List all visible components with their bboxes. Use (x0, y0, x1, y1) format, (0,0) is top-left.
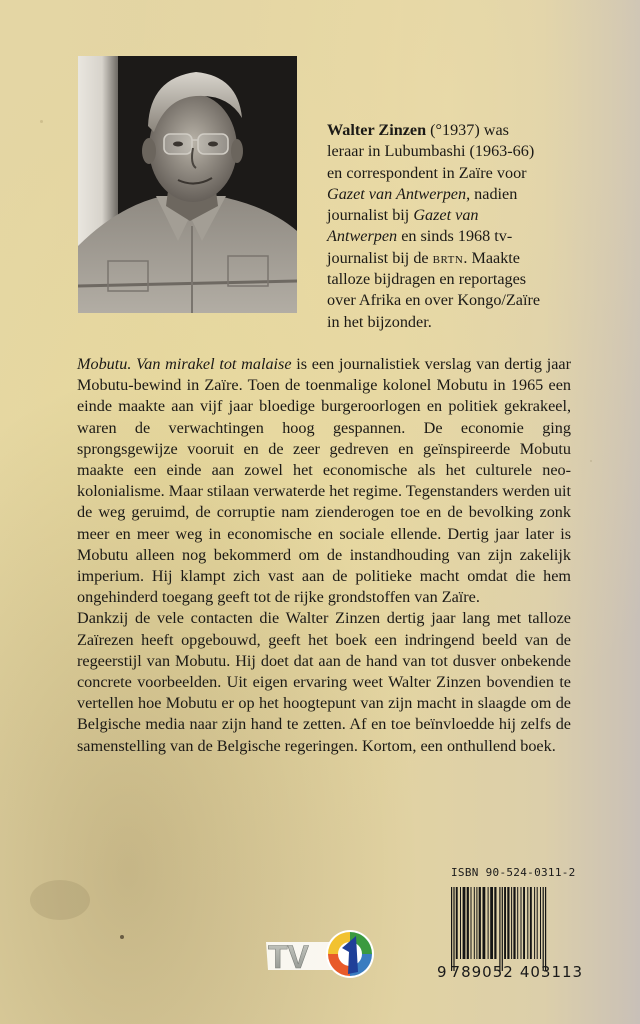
barcode-bar (511, 887, 512, 959)
barcode-bar (460, 887, 461, 959)
paper-speck (120, 935, 124, 939)
barcode-bar (499, 887, 500, 971)
barcode-bar (504, 887, 506, 959)
bio-text: en sinds 1968 tv- (397, 227, 513, 246)
paper-speck (590, 460, 592, 462)
newspaper-title: Antwerpen (327, 227, 398, 246)
bio-text: (°1937) was (426, 121, 509, 139)
barcode-bar (476, 887, 477, 959)
barcode-bar (530, 887, 532, 959)
bio-text: over Afrika en over Kongo/Zaïre (327, 291, 541, 310)
broadcaster-name: brtn (432, 248, 464, 267)
bio-text: journalist bij de (327, 248, 433, 267)
author-photo (78, 56, 297, 313)
barcode-bar (463, 887, 466, 959)
author-bio (327, 120, 577, 333)
author-name: Walter Zinzen (327, 121, 427, 139)
barcode-bar (517, 887, 518, 959)
blurb-paragraph-1 (77, 354, 571, 608)
bio-text: en correspondent in Zaïre voor (327, 163, 527, 182)
barcode-bar (534, 887, 535, 959)
tv1-logo (264, 928, 376, 980)
barcode-bar (483, 887, 486, 959)
book-title: Mobutu. Van mirakel tot malaise (77, 355, 292, 373)
barcode-bar (479, 887, 481, 959)
barcode-bar (513, 887, 515, 959)
newspaper-title: Gazet van Antwerpen (327, 184, 467, 203)
blurb-text: is een journalistiek verslag van dertig jaar Mobutu-bewind in Zaïre. Toen de toenmalige kolonel Mobutu in 1965 een einde maakte aan vijf jaar bloedige burgeroorlogen en politiek gekrakeel, waren de verwachtingen hoog gespannen. De economie ging sprongsgewijze vooruit en de zeer gedreven en geïnspireerde Mobutu maakte een einde aan zowel het economische als het culturele neo-kolonialisme. Maar stilaan verwaterde het regime. Tegenstanders werden uit de weg geruimd, de corruptie nam zienderogen toe en de bevolking zonk meer en meer weg in economische en sociale ellende. Dertig jaar later is Mobutu alleen nog bekommerd om de instandhouding van zijn zakelijk imperium. Hij klampt zich vast aan de politieke macht omdat die hem ongehinderd toegang geeft tot de rijke grondstoffen van Zaïre. (77, 355, 571, 607)
barcode-bar (467, 887, 469, 959)
barcode-bar (471, 887, 472, 959)
barcode-bar (527, 887, 528, 959)
paper-speck (40, 120, 43, 123)
author-portrait (78, 56, 297, 313)
barcode-bar (537, 887, 538, 959)
isbn-label: ISBN 90-524-0311-2 (451, 866, 576, 879)
barcode-bar (494, 887, 496, 959)
book-blurb (77, 354, 571, 757)
bio-text: . Maakte (463, 248, 520, 267)
bio-text: , nadien (466, 184, 518, 203)
barcode-bar (521, 887, 522, 959)
tv-text: TV (268, 939, 309, 975)
barcode-bar (545, 887, 546, 971)
bio-text: journalist bij (327, 206, 414, 225)
ean-number (437, 963, 583, 981)
blurb-paragraph-2: Dankzij de vele contacten die Walter Zinzen dertig jaar lang met talloze Zaïrezen heeft opgebouwd, geeft het boek een indringend beeld van de regeerstijl van Mobutu. Hij doet dat aan de hand van tot dusver onbekende concrete voorbeelden. Uit eigen ervaring weet Walter Zinzen bovendien te vertellen hoe Mobutu er op het hoogtepunt van zijn macht in slaagde om de Belgische media naar zijn hand te zetten. Af en toe beïnvloedde hij zelfs de samenstelling van de Belgische regeringen. Kortom, een onthullend boek. (77, 609, 571, 755)
barcode-bar (488, 887, 489, 959)
barcode-bar (507, 887, 509, 959)
barcode-bar (523, 887, 525, 959)
barcode-bar (456, 887, 458, 959)
barcode-bar (453, 887, 454, 971)
tv1-logo-icon (264, 928, 376, 980)
barcode-bar (490, 887, 493, 959)
bio-text: in het bijzonder. (327, 312, 432, 331)
paper-stain (30, 880, 90, 920)
barcode-bar (451, 887, 452, 971)
ean-group-right: 403113 (519, 963, 584, 981)
bio-text: leraar in Lubumbashi (1963-66) (327, 142, 535, 161)
bio-text: talloze bijdragen en reportages (327, 270, 527, 289)
ean-group-left: 789052 (450, 963, 514, 981)
newspaper-title: Gazet van (413, 206, 479, 225)
barcode-bar (543, 887, 544, 971)
barcode-bar (502, 887, 503, 971)
ean-lead-digit: 9 (437, 963, 448, 981)
barcode-bar (540, 887, 541, 959)
barcode-bar (474, 887, 475, 959)
